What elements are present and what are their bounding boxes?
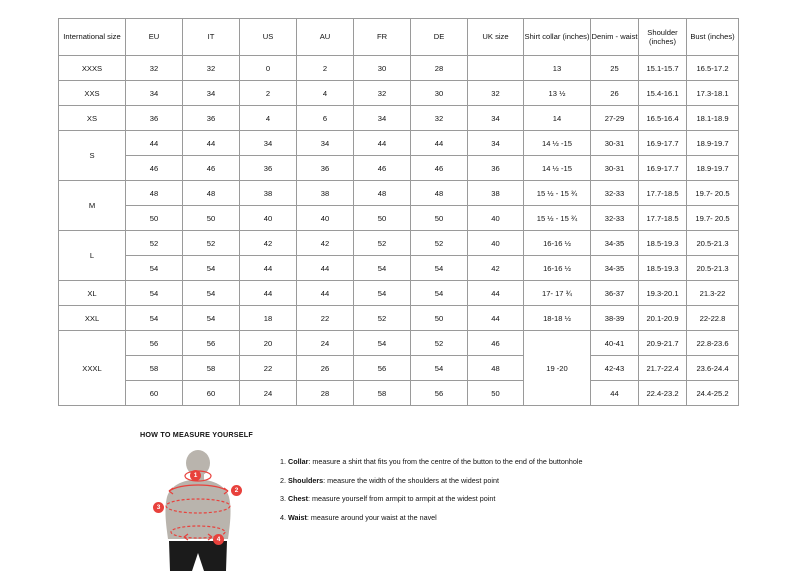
cell-us: 18	[240, 306, 297, 331]
cell-shirt-collar-inches: 18-18 ½	[524, 306, 591, 331]
cell-denim-waist: 32-33	[591, 181, 639, 206]
table-row	[59, 331, 739, 356]
cell-denim-waist: 30-31	[591, 131, 639, 156]
cell-shirt-collar-inches: 17- 17 ¾	[524, 281, 591, 306]
cell-shoulder-inches: 21.7-22.4	[639, 356, 687, 381]
cell-bust-inches: 20.5-21.3	[687, 231, 739, 256]
cell-it: 32	[183, 56, 240, 81]
cell-au: 28	[297, 381, 354, 406]
cell-uk-size: 42	[468, 256, 524, 281]
cell-us: 4	[240, 106, 297, 131]
cell-uk-size: 32	[468, 81, 524, 106]
cell-de: 54	[411, 281, 468, 306]
cell-denim-waist: 34-35	[591, 256, 639, 281]
column-header-de: DE	[411, 19, 468, 56]
cell-shirt-collar-inches: 14 ½ -15	[524, 156, 591, 181]
cell-denim-waist: 42-43	[591, 356, 639, 381]
cell-uk-size: 38	[468, 181, 524, 206]
cell-fr: 34	[354, 106, 411, 131]
cell-fr: 30	[354, 56, 411, 81]
cell-eu: 32	[126, 56, 183, 81]
cell-au: 22	[297, 306, 354, 331]
cell-de: 32	[411, 106, 468, 131]
column-header-denim-waist: Denim - waist	[591, 19, 639, 56]
cell-fr: 32	[354, 81, 411, 106]
cell-international-size: XXL	[59, 306, 126, 331]
cell-bust-inches: 22.8-23.6	[687, 331, 739, 356]
measure-step-text: : measure a shirt that fits you from the centre of the button to the end of the buttonhole	[308, 457, 583, 466]
cell-bust-inches: 18.1-18.9	[687, 106, 739, 131]
cell-international-size: M	[59, 181, 126, 231]
measure-step	[280, 476, 582, 486]
cell-denim-waist: 27-29	[591, 106, 639, 131]
cell-eu: 60	[126, 381, 183, 406]
cell-shoulder-inches: 15.4-16.1	[639, 81, 687, 106]
cell-eu: 54	[126, 281, 183, 306]
cell-shirt-collar-inches: 16-16 ½	[524, 256, 591, 281]
cell-us: 44	[240, 281, 297, 306]
cell-international-size: XL	[59, 281, 126, 306]
bullet-2: 2	[231, 485, 242, 496]
cell-it: 60	[183, 381, 240, 406]
cell-uk-size: 50	[468, 381, 524, 406]
cell-it: 44	[183, 131, 240, 156]
cell-uk-size: 40	[468, 231, 524, 256]
cell-de: 46	[411, 156, 468, 181]
table-row	[59, 381, 739, 406]
measure-step	[280, 513, 582, 523]
cell-fr: 44	[354, 131, 411, 156]
cell-eu: 46	[126, 156, 183, 181]
measure-step-label: Chest	[288, 494, 308, 504]
cell-eu: 50	[126, 206, 183, 231]
cell-eu: 54	[126, 306, 183, 331]
measure-step-text: : measure yourself from armpit to armpit at the widest point	[307, 494, 496, 504]
cell-shoulder-inches: 20.9-21.7	[639, 331, 687, 356]
cell-it: 54	[183, 281, 240, 306]
cell-shirt-collar-inches: 13	[524, 56, 591, 81]
column-header-eu: EU	[126, 19, 183, 56]
cell-uk-size: 44	[468, 306, 524, 331]
measure-step-label: Shoulders	[288, 475, 324, 485]
cell-shirt-collar-inches: 15 ½ - 15 ¾	[524, 181, 591, 206]
cell-uk-size	[468, 56, 524, 81]
cell-bust-inches: 18.9-19.7	[687, 131, 739, 156]
measure-step-number: 4.	[280, 513, 288, 523]
cell-de: 50	[411, 206, 468, 231]
cell-de: 28	[411, 56, 468, 81]
measure-step-text: : measure around your waist at the navel	[306, 513, 437, 523]
cell-bust-inches: 19.7- 20.5	[687, 206, 739, 231]
bullet-3: 3	[153, 502, 164, 513]
cell-au: 40	[297, 206, 354, 231]
column-header-shoulder: Shoulder (inches)	[639, 19, 687, 56]
cell-eu: 48	[126, 181, 183, 206]
cell-fr: 52	[354, 306, 411, 331]
cell-eu: 56	[126, 331, 183, 356]
cell-shirt-collar-inches: 13 ½	[524, 81, 591, 106]
cell-us: 0	[240, 56, 297, 81]
cell-bust-inches: 16.5-17.2	[687, 56, 739, 81]
cell-international-size: XS	[59, 106, 126, 131]
table-row	[59, 106, 739, 131]
cell-shoulder-inches: 17.7-18.5	[639, 181, 687, 206]
cell-de: 44	[411, 131, 468, 156]
cell-denim-waist: 26	[591, 81, 639, 106]
size-chart-table	[58, 18, 739, 406]
cell-shirt-collar: 19 -20	[524, 331, 591, 406]
cell-shirt-collar-inches: 14 ½ -15	[524, 131, 591, 156]
cell-uk-size: 34	[468, 106, 524, 131]
cell-international-size: XXXS	[59, 56, 126, 81]
cell-shoulder-inches: 15.1-15.7	[639, 56, 687, 81]
cell-us: 34	[240, 131, 297, 156]
cell-fr: 56	[354, 356, 411, 381]
cell-de: 54	[411, 256, 468, 281]
table-row	[59, 181, 739, 206]
body-diagram	[140, 449, 270, 574]
cell-us: 24	[240, 381, 297, 406]
cell-us: 40	[240, 206, 297, 231]
cell-bust-inches: 22-22.8	[687, 306, 739, 331]
cell-bust-inches: 20.5-21.3	[687, 256, 739, 281]
table-row	[59, 156, 739, 181]
cell-eu: 58	[126, 356, 183, 381]
table-row	[59, 356, 739, 381]
cell-uk-size: 40	[468, 206, 524, 231]
cell-us: 22	[240, 356, 297, 381]
cell-denim-waist: 40-41	[591, 331, 639, 356]
cell-fr: 58	[354, 381, 411, 406]
cell-it: 54	[183, 256, 240, 281]
table-row	[59, 56, 739, 81]
cell-fr: 50	[354, 206, 411, 231]
measure-step	[280, 494, 582, 504]
cell-us: 44	[240, 256, 297, 281]
cell-denim-waist: 34-35	[591, 231, 639, 256]
cell-denim-waist: 32-33	[591, 206, 639, 231]
cell-de: 54	[411, 356, 468, 381]
cell-au: 26	[297, 356, 354, 381]
cell-shoulder-inches: 18.5-19.3	[639, 256, 687, 281]
cell-fr: 46	[354, 156, 411, 181]
cell-shirt-collar-inches: 15 ½ - 15 ¾	[524, 206, 591, 231]
cell-uk-size: 44	[468, 281, 524, 306]
cell-au: 4	[297, 81, 354, 106]
cell-uk-size: 48	[468, 356, 524, 381]
cell-de: 52	[411, 231, 468, 256]
cell-eu: 54	[126, 256, 183, 281]
cell-shirt-collar-inches: 14	[524, 106, 591, 131]
cell-bust-inches: 19.7- 20.5	[687, 181, 739, 206]
cell-eu: 44	[126, 131, 183, 156]
table-header-row	[59, 19, 739, 56]
cell-it: 56	[183, 331, 240, 356]
cell-de: 56	[411, 381, 468, 406]
cell-shoulder-inches: 18.5-19.3	[639, 231, 687, 256]
cell-shoulder-inches: 16.9-17.7	[639, 131, 687, 156]
cell-us: 42	[240, 231, 297, 256]
cell-shoulder-inches: 22.4-23.2	[639, 381, 687, 406]
cell-shirt-collar-inches: 16-16 ½	[524, 231, 591, 256]
cell-international-size: XXS	[59, 81, 126, 106]
cell-fr: 54	[354, 256, 411, 281]
bullet-4: 4	[213, 534, 224, 545]
cell-au: 24	[297, 331, 354, 356]
cell-it: 36	[183, 106, 240, 131]
cell-au: 6	[297, 106, 354, 131]
cell-international-size: S	[59, 131, 126, 181]
table-row	[59, 281, 739, 306]
cell-bust-inches: 18.9-19.7	[687, 156, 739, 181]
cell-denim-waist: 25	[591, 56, 639, 81]
cell-eu: 34	[126, 81, 183, 106]
table-row	[59, 206, 739, 231]
cell-de: 52	[411, 331, 468, 356]
cell-shoulder-inches: 19.3-20.1	[639, 281, 687, 306]
cell-shoulder-inches: 20.1-20.9	[639, 306, 687, 331]
cell-de: 30	[411, 81, 468, 106]
cell-us: 38	[240, 181, 297, 206]
cell-it: 52	[183, 231, 240, 256]
cell-it: 50	[183, 206, 240, 231]
how-to-measure-section	[140, 430, 760, 574]
cell-fr: 52	[354, 231, 411, 256]
cell-us: 20	[240, 331, 297, 356]
cell-denim-waist: 30-31	[591, 156, 639, 181]
cell-bust-inches: 17.3-18.1	[687, 81, 739, 106]
cell-bust-inches: 23.6-24.4	[687, 356, 739, 381]
table-row	[59, 81, 739, 106]
column-header-fr: FR	[354, 19, 411, 56]
cell-international-size: L	[59, 231, 126, 281]
cell-au: 44	[297, 281, 354, 306]
cell-au: 36	[297, 156, 354, 181]
cell-it: 46	[183, 156, 240, 181]
cell-de: 50	[411, 306, 468, 331]
bullet-1: 1	[190, 470, 201, 481]
cell-us: 36	[240, 156, 297, 181]
column-header-international-size: International size	[59, 19, 126, 56]
cell-it: 34	[183, 81, 240, 106]
cell-de: 48	[411, 181, 468, 206]
column-header-au: AU	[297, 19, 354, 56]
cell-shoulder-inches: 16.5-16.4	[639, 106, 687, 131]
table-row	[59, 306, 739, 331]
measure-step-text: : measure the width of the shoulders at the widest point	[323, 475, 499, 485]
measure-step-number: 3.	[280, 494, 288, 504]
measure-steps-list	[280, 449, 582, 532]
column-header-shirt-collar: Shirt collar (inches)	[524, 19, 591, 56]
measure-step-number: 2.	[280, 475, 288, 485]
column-header-us: US	[240, 19, 297, 56]
cell-denim-waist: 36-37	[591, 281, 639, 306]
cell-fr: 54	[354, 281, 411, 306]
cell-bust-inches: 21.3-22	[687, 281, 739, 306]
cell-au: 44	[297, 256, 354, 281]
measure-step-label: Waist	[288, 513, 307, 523]
column-header-uk-size: UK size	[468, 19, 524, 56]
cell-it: 58	[183, 356, 240, 381]
cell-eu: 52	[126, 231, 183, 256]
cell-au: 38	[297, 181, 354, 206]
measure-step	[280, 457, 582, 467]
measure-step-label: Collar	[288, 457, 309, 466]
cell-it: 48	[183, 181, 240, 206]
cell-shoulder-inches: 17.7-18.5	[639, 206, 687, 231]
cell-bust-inches: 24.4-25.2	[687, 381, 739, 406]
cell-international-size: XXXL	[59, 331, 126, 406]
column-header-it: IT	[183, 19, 240, 56]
cell-uk-size: 34	[468, 131, 524, 156]
cell-eu: 36	[126, 106, 183, 131]
cell-au: 34	[297, 131, 354, 156]
cell-denim-waist: 44	[591, 381, 639, 406]
cell-au: 2	[297, 56, 354, 81]
cell-uk-size: 36	[468, 156, 524, 181]
cell-denim-waist: 38-39	[591, 306, 639, 331]
table-body	[59, 56, 739, 406]
table-row	[59, 256, 739, 281]
measure-step-number: 1.	[280, 457, 288, 466]
cell-it: 54	[183, 306, 240, 331]
cell-fr: 48	[354, 181, 411, 206]
cell-uk-size: 46	[468, 331, 524, 356]
cell-fr: 54	[354, 331, 411, 356]
cell-shoulder-inches: 16.9-17.7	[639, 156, 687, 181]
table-row	[59, 231, 739, 256]
cell-au: 42	[297, 231, 354, 256]
cell-us: 2	[240, 81, 297, 106]
table-row	[59, 131, 739, 156]
column-header-bust: Bust (inches)	[687, 19, 739, 56]
how-to-measure-title: HOW TO MEASURE YOURSELF	[140, 430, 253, 439]
